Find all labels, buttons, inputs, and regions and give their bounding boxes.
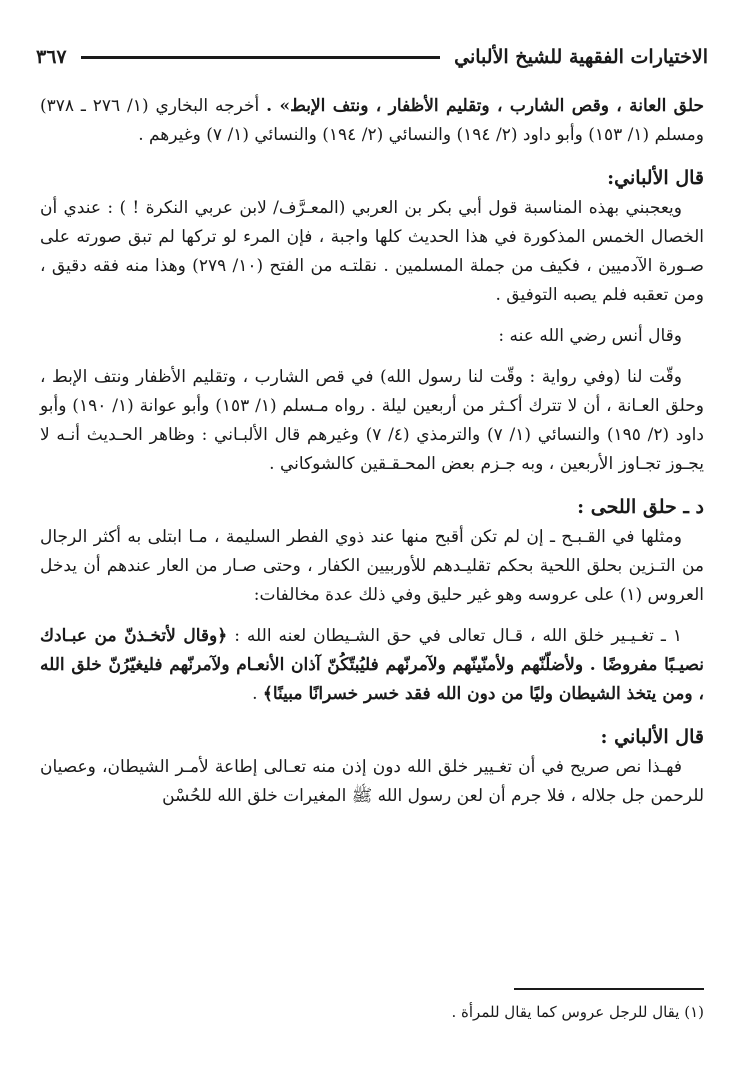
hadith-excerpt: حلق العانة ، وقص الشارب ، وتقليم الأظفار ، ونتف الإبط» . bbox=[266, 96, 704, 116]
paragraph-ibn-arabi: ويعجبني بهذه المناسبة قول أبي بكر بن العربي (المعـرَّف/ لابن عربي النكرة ! ) : عندي أن الخصال الخمس المذكورة في هذا الحديث كلها واجبة ، فإن المرء لو تركها لم تبق صورته على صـورة الآدميين ، فكيف من جملة المسلمين . نقلتـه من الفتح (١٠/ ٢٧٩) وهذا منه فقه دقيق ، ومن تعقبه فلم يصبه التوفيق . bbox=[40, 198, 704, 305]
paragraph-anas: وقال أنس رضي الله عنه : bbox=[498, 326, 682, 346]
hadith-references: أخرجه البخاري (١/ ٢٧٦ ـ ٣٧٨) ومسلم (١/ ١٥٣) وأبو داود (٢/ ١٩٤) والنسائي (٢/ ١٩٤) والنسائي (١/ ٧) وغيرهم . bbox=[40, 96, 704, 145]
quran-verse: ﴿وقال لأتخـذنّ من عبـادك نصيـبًا مفروضًا . ولأضلّنّهم ولأمنّينّهم ولآمرنّهم فليُبتّكُنّ آذان الأنعـام ولآمرنّهم فليغيّرُنّ خلق الله ، ومن يتخذ الشيطان وليًا من دون الله فقد خسر خسرانًا مبينًا﴾ bbox=[40, 626, 704, 704]
heading-albani-1: قال الألباني: bbox=[607, 167, 704, 189]
verse-intro: ١ ـ تغـيـير خلق الله ، قـال تعالى في حق الشـيطان لعنه الله : bbox=[227, 626, 683, 646]
page-body bbox=[40, 92, 704, 811]
paragraph-shaving: ومثلها في القـبـح ـ إن لم تكن أقبح منها عند ذوي الفطر السليمة ، مـا ابتلى به أكثر الرجال من التـزين بحلق اللحية بحكم تقليـدهم للأوربيين الكفار ، وحتى صـار من العار عندهم أن يدخل العروس (١) على عروسه وهو غير حليق وفي ذلك عدة مخالفات: bbox=[40, 527, 704, 605]
footnote-rule bbox=[514, 988, 704, 990]
running-header bbox=[36, 40, 708, 74]
paragraph-hadith-text bbox=[40, 92, 704, 150]
paragraph-quran-verse bbox=[40, 622, 704, 709]
footnote: (١) يقال للرجل عروس كما يقال للمرأة . bbox=[451, 1003, 704, 1021]
heading-albani-2: قال الألباني : bbox=[600, 726, 704, 748]
page-number: ٣٦٧ bbox=[36, 46, 67, 68]
book-title: الاختيارات الفقهية للشيخ الألباني bbox=[454, 46, 708, 68]
heading-shaving-beards: د ـ حلق اللحى : bbox=[577, 496, 704, 518]
paragraph-anas-hadith: وقّت لنا (وفي رواية : وقّت لنا رسول الله) في قص الشارب ، وتقليم الأظفار ونتف الإبط ، وحلق العـانة ، أن لا تترك أكـثر من أربعين ليلة . رواه مـسلم (١/ ١٥٣) وأبو عوانة (١/ ١٩٠) وأبو داود (٢/ ١٩٥) والنسائي (١/ ٧) والترمذي (٤/ ٧) وغيرهم قال الألبـاني : وظاهر الحـديث أنـه لا يجـوز تجـاوز الأربعين ، وبه جـزم بعض المحـقـقين كالشوكاني . bbox=[40, 367, 705, 474]
paragraph-explicit-text: فهـذا نص صريح في أن تغـيير خلق الله دون إذن منه تعـالى إطاعة لأمـر الشيطان، وعصيان للرحمن جل جلاله ، فلا جرم أن لعن رسول الله ﷺ المغيرات خلق الله للحُسْن bbox=[40, 757, 704, 806]
verse-end: . bbox=[252, 684, 263, 704]
header-rule bbox=[81, 56, 441, 59]
